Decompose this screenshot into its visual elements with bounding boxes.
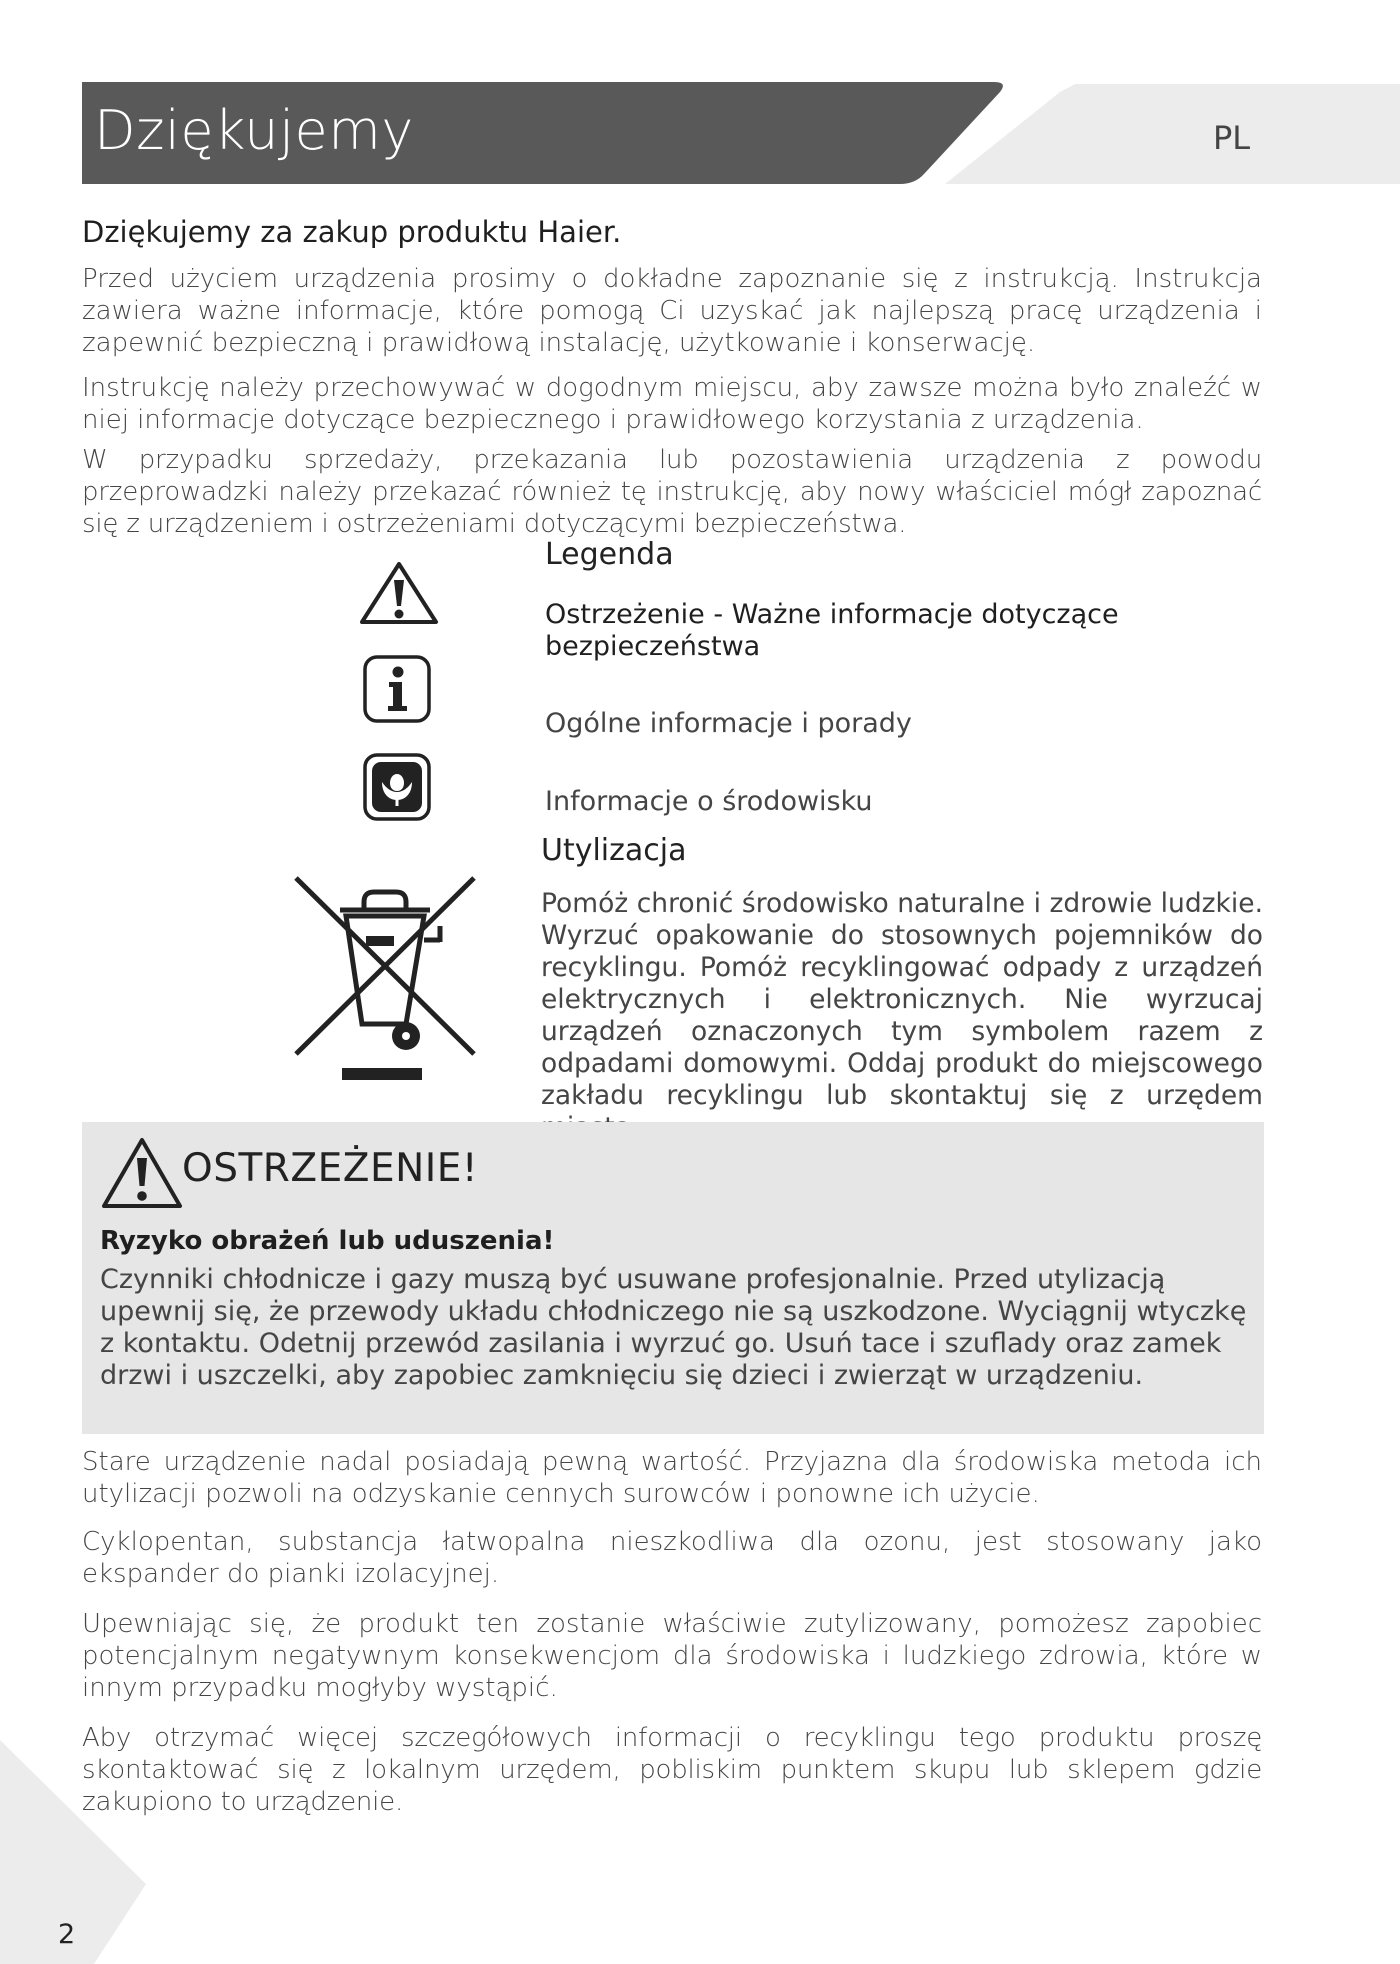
intro-paragraph-2: Instrukcję należy przechowywać w dogodnym miejscu, aby zawsze można było znaleźć w niej informacje dotyczące bezpiecznego i prawidłowego korzystania z urządzenia. (82, 373, 1262, 435)
disposal-text: Pomóż chronić środowisko naturalne i zdrowie ludzkie. Wyrzuć opakowanie do stosownych pojemników do recyklingu. Pomóż recyklingować odpady z urządzeń elektrycznych i elektronicznych. Nie wyrzucaj urządzeń oznaczonych tym symbolem razem z odpadami domowymi. Oddaj produkt do miejscowego zakładu recyklingu lub skontaktuj się z urzędem (541, 888, 1263, 1111)
disposal-title: Utylizacja (541, 833, 687, 868)
language-code: PL (1213, 119, 1251, 157)
crossed-out-bin-icon (290, 876, 480, 1086)
legend-title: Legenda (545, 537, 674, 572)
intro-lead: Dziękujemy za zakup produktu Haier. (82, 215, 622, 249)
legend-item-warning: Ostrzeżenie - Ważne informacje dotyczące bezpieczeństwa (545, 599, 1119, 662)
warning-title: OSTRZEŻENIE! (182, 1146, 479, 1191)
page-number: 2 (58, 1919, 76, 1950)
legend-item-info: Ogólne informacje i porady (545, 708, 912, 739)
intro-paragraph-3: W przypadku sprzedaży, przekazania lub pozostawienia urządzenia z powodu przeprowadzki należy przekazać również tę instrukcję, aby nowy właściciel mógł zapoznać się z urządzeniem i ostrzeżeniami dotyczącymi bezpieczeństwa. (82, 445, 1262, 539)
closing-paragraph-3: Upewniając się, że produkt ten zostanie właściwie zutylizowany, pomożesz zapobiec potencjalnym negatywnym konsekwencjom dla środowiska i ludzkiego zdrowia, które w innym przypadku mogłyby wystąpić. (82, 1609, 1262, 1703)
closing-paragraph-1: Stare urządzenie nadal posiadają pewną wartość. Przyjazna dla środowiska metoda ich utylizacji pozwoli na odzyskanie cennych surowców i ponowne ich użycie. (82, 1447, 1262, 1509)
closing-paragraph-4: Aby otrzymać więcej szczegółowych informacji o recyklingu tego produktu proszę skontaktować się z lokalnym urzędem, pobliskim punktem skupu lub sklepem gdzie zakupiono to urządzenie. (82, 1723, 1262, 1817)
intro-paragraph-1: Przed użyciem urządzenia prosimy o dokładne zapoznanie się z instrukcją. Instrukcja zawiera ważne informacje, które pomogą Ci uzyskać jak najlepszą pracę urządzenia i zapewnić bezpieczną i prawidłową instalację, użytkowanie i konserwację. (82, 264, 1262, 358)
warning-triangle-icon (358, 560, 440, 626)
warning-triangle-icon (100, 1136, 184, 1210)
footer-decoration-shape (0, 1740, 160, 1964)
closing-paragraph-2: Cyklopentan, substancja łatwopalna nieszkodliwa dla ozonu, jest stosowany jako ekspander do pianki izolacyjnej. (82, 1527, 1262, 1589)
legend-item-environment: Informacje o środowisku (545, 786, 873, 817)
info-icon (362, 654, 432, 724)
warning-subtitle: Ryzyko obrażeń lub uduszenia! (100, 1226, 555, 1256)
warning-text: Czynniki chłodnicze i gazy muszą być usuwane profesjonalnie. Przed utylizacją upewnij się, że przewody układu chłodniczego nie są uszkodzone. Wyciągnij wtyczkę z kontaktu. Odetnij przewód zasilania i wyrzuć go. Usuń tace i szuflady oraz zamek drzwi i uszczelki, aby zapobiec zamknięciu się dzieci i zwierząt w urządzeniu. (100, 1264, 1247, 1391)
environment-flower-icon (362, 752, 432, 822)
page-title: Dziękujemy (94, 99, 414, 162)
